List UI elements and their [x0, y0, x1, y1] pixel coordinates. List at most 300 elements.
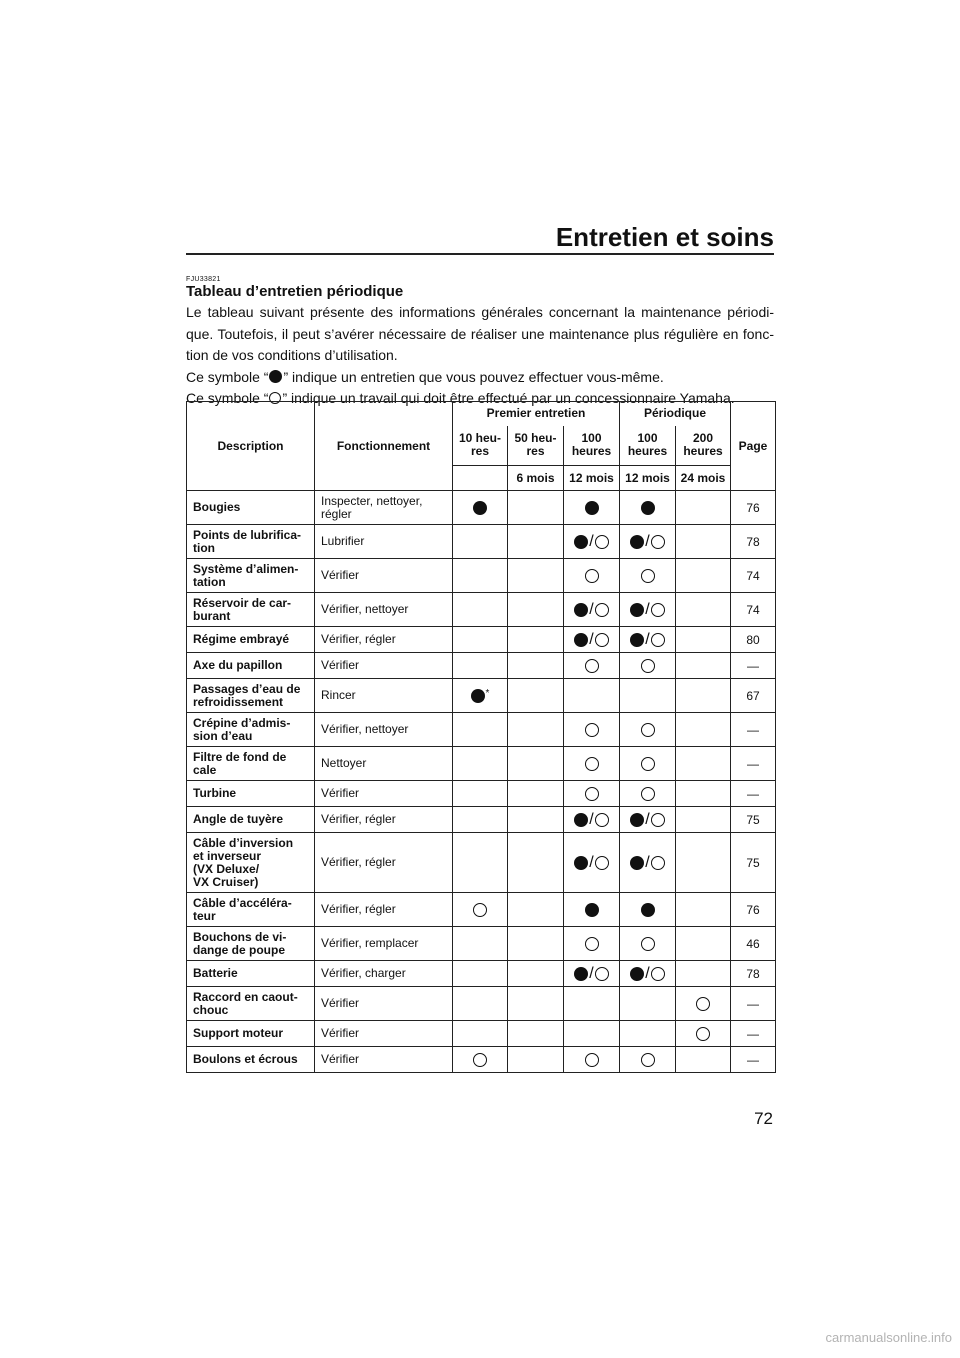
- open-circle-icon: [641, 723, 655, 737]
- schedule-cell: [564, 559, 620, 593]
- row-page: —: [731, 747, 776, 781]
- table-row: [187, 927, 776, 961]
- description-text: Système d’alimen-: [193, 561, 299, 576]
- schedule-cell: [564, 747, 620, 781]
- filled-circle-icon: [630, 856, 644, 870]
- schedule-cell: [453, 987, 508, 1021]
- operation-text: Vérifier, régler: [321, 812, 396, 826]
- schedule-cell: [620, 679, 676, 713]
- schedule-cell: [453, 627, 508, 653]
- description-text: burant: [193, 608, 231, 623]
- open-circle-icon: [696, 997, 710, 1011]
- table-row: [187, 961, 776, 987]
- filled-circle-icon: [574, 535, 588, 549]
- description-text: Boulons et écrous: [193, 1052, 298, 1066]
- open-circle-icon: [651, 603, 665, 617]
- schedule-cell: [453, 927, 508, 961]
- operation-text: Vérifier, régler: [321, 902, 396, 916]
- row-description: [187, 893, 315, 927]
- schedule-cell: [676, 833, 731, 893]
- row-page: —: [731, 653, 776, 679]
- description-text: chouc: [193, 1002, 229, 1017]
- slash-separator: /: [589, 810, 594, 828]
- row-operation: [315, 627, 453, 653]
- header-12-mois: 12 mois: [564, 466, 620, 491]
- filled-circle-icon: [585, 501, 599, 515]
- page-number: 72: [754, 1109, 773, 1128]
- open-circle-icon: [585, 757, 599, 771]
- open-circle-icon: [595, 856, 609, 870]
- legend-text: ” indique un entretien que vous pouvez effectuer vous-même.: [283, 368, 664, 385]
- schedule-cell: [508, 525, 564, 559]
- schedule-cell: [453, 781, 508, 807]
- schedule-cell: [620, 559, 676, 593]
- maintenance-table: [186, 401, 776, 1073]
- row-description: [187, 1021, 315, 1047]
- table-row: [187, 559, 776, 593]
- schedule-cell: [564, 593, 620, 627]
- open-circle-icon: [651, 535, 665, 549]
- schedule-cell: [453, 593, 508, 627]
- schedule-cell: [620, 961, 676, 987]
- description-text: Axe du papillon: [193, 658, 283, 672]
- description-text: refroidissement: [193, 694, 284, 709]
- operation-text: Vérifier: [321, 786, 360, 800]
- header-operation: Fonctionnement: [315, 402, 453, 491]
- schedule-cell: [453, 1047, 508, 1073]
- description-text: Crépine d’admis-: [193, 715, 291, 730]
- row-page: —: [731, 1021, 776, 1047]
- filled-circle-icon: [630, 603, 644, 617]
- open-circle-icon: [585, 659, 599, 673]
- filled-circle-icon: [630, 967, 644, 981]
- slash-separator: /: [589, 600, 594, 618]
- schedule-cell: [508, 679, 564, 713]
- row-page: 74: [731, 593, 776, 627]
- schedule-cell: [453, 653, 508, 679]
- row-operation: [315, 927, 453, 961]
- schedule-cell: [620, 833, 676, 893]
- row-description: [187, 713, 315, 747]
- description-text: Raccord en caout-: [193, 989, 298, 1004]
- operation-text: Vérifier, régler: [321, 855, 396, 869]
- row-operation: [315, 833, 453, 893]
- filled-circle-icon: [630, 633, 644, 647]
- operation-text: Vérifier, régler: [321, 632, 396, 646]
- table-row: [187, 1047, 776, 1073]
- filled-circle-icon: [473, 501, 487, 515]
- row-description: [187, 747, 315, 781]
- schedule-cell: [620, 781, 676, 807]
- schedule-cell: [676, 961, 731, 987]
- schedule-cell: [508, 653, 564, 679]
- table-row: [187, 833, 776, 893]
- slash-separator: /: [645, 630, 650, 648]
- schedule-cell: [564, 713, 620, 747]
- row-page: 74: [731, 559, 776, 593]
- schedule-cell: [676, 893, 731, 927]
- row-operation: [315, 713, 453, 747]
- header-text: 100: [581, 431, 602, 446]
- row-description: [187, 807, 315, 833]
- header-100h-premier: [564, 426, 620, 466]
- slash-separator: /: [645, 600, 650, 618]
- header-description: Description: [187, 402, 315, 491]
- operation-text: Vérifier: [321, 1052, 360, 1066]
- schedule-cell: [676, 593, 731, 627]
- legend-filled: [186, 367, 774, 389]
- schedule-cell: [620, 927, 676, 961]
- description-text: dange de poupe: [193, 942, 286, 957]
- open-circle-icon: [696, 1027, 710, 1041]
- open-circle-icon: [641, 757, 655, 771]
- legend-text: ” indique un travail qui doit être effectué par un concessionnaire Yamaha.: [282, 390, 735, 406]
- header-periodique: Périodique: [620, 402, 731, 426]
- description-text: VX Cruiser): [193, 874, 259, 889]
- schedule-cell: [453, 893, 508, 927]
- table-row: [187, 525, 776, 559]
- schedule-cell: [453, 491, 508, 525]
- row-page: 78: [731, 525, 776, 559]
- schedule-cell: [564, 627, 620, 653]
- schedule-cell: [564, 1047, 620, 1073]
- description-text: Passages d’eau de: [193, 681, 301, 696]
- table-row: [187, 781, 776, 807]
- description-text: Bouchons de vi-: [193, 929, 287, 944]
- intro-paragraph: [186, 302, 774, 410]
- schedule-cell: [508, 491, 564, 525]
- schedule-cell: [453, 833, 508, 893]
- schedule-cell: [564, 807, 620, 833]
- filled-circle-icon: [630, 813, 644, 827]
- open-circle-icon: [641, 569, 655, 583]
- row-page: 75: [731, 807, 776, 833]
- schedule-cell: [620, 893, 676, 927]
- row-operation: [315, 961, 453, 987]
- header-50h: [508, 426, 564, 466]
- row-operation: [315, 559, 453, 593]
- schedule-cell: [620, 491, 676, 525]
- open-circle-icon: [651, 813, 665, 827]
- description-text: Batterie: [193, 966, 238, 980]
- header-text: heures: [683, 444, 723, 459]
- row-operation: [315, 525, 453, 559]
- operation-text: Rincer: [321, 688, 356, 702]
- schedule-cell: [676, 781, 731, 807]
- slash-separator: /: [589, 630, 594, 648]
- open-circle-icon: [641, 1053, 655, 1067]
- schedule-cell: [620, 1021, 676, 1047]
- schedule-cell: [453, 679, 508, 713]
- row-page: 76: [731, 491, 776, 525]
- row-description: [187, 593, 315, 627]
- schedule-cell: [508, 987, 564, 1021]
- row-page: 46: [731, 927, 776, 961]
- schedule-cell: [676, 653, 731, 679]
- table-row: [187, 491, 776, 525]
- header-12-mois: 12 mois: [620, 466, 676, 491]
- legend-text: Ce symbole “: [186, 390, 269, 406]
- row-description: [187, 559, 315, 593]
- open-circle-icon: [641, 659, 655, 673]
- schedule-cell: [508, 927, 564, 961]
- open-circle-icon: [641, 937, 655, 951]
- operation-text: Vérifier: [321, 1026, 360, 1040]
- intro-line: tion de vos conditions d’utilisation.: [186, 347, 398, 363]
- schedule-cell: [453, 559, 508, 593]
- table-row: [187, 987, 776, 1021]
- row-page: —: [731, 781, 776, 807]
- header-page: Page: [731, 402, 776, 491]
- schedule-cell: [620, 653, 676, 679]
- table-row: [187, 653, 776, 679]
- open-circle-icon: [651, 856, 665, 870]
- row-description: [187, 627, 315, 653]
- row-description: [187, 491, 315, 525]
- row-page: 78: [731, 961, 776, 987]
- open-circle-icon: [585, 1053, 599, 1067]
- schedule-cell: [676, 559, 731, 593]
- schedule-cell: [453, 713, 508, 747]
- header-100h-periodique: [620, 426, 676, 466]
- row-operation: [315, 593, 453, 627]
- row-description: [187, 781, 315, 807]
- schedule-cell: [676, 627, 731, 653]
- open-circle-icon: [595, 633, 609, 647]
- open-circle-icon: [595, 967, 609, 981]
- legend-text: Ce symbole “: [186, 368, 269, 385]
- row-operation: [315, 807, 453, 833]
- header-text: 10 heu-: [458, 431, 501, 446]
- row-operation: [315, 491, 453, 525]
- description-text: tation: [193, 574, 226, 589]
- open-circle-icon: [585, 569, 599, 583]
- slash-separator: /: [645, 532, 650, 550]
- header-text: heures: [571, 444, 612, 459]
- row-operation: [315, 781, 453, 807]
- table-row: [187, 747, 776, 781]
- operation-text: Vérifier: [321, 568, 360, 582]
- row-page: —: [731, 987, 776, 1021]
- operation-text: Vérifier, remplacer: [321, 936, 419, 950]
- filled-circle-icon: [574, 633, 588, 647]
- header-text: 200: [692, 431, 714, 446]
- schedule-cell: [508, 961, 564, 987]
- description-text: Support moteur: [193, 1026, 283, 1040]
- slash-separator: /: [589, 853, 594, 871]
- slash-separator: /: [589, 964, 594, 982]
- table-row: [187, 713, 776, 747]
- asterisk-note: *: [485, 687, 490, 699]
- row-page: 67: [731, 679, 776, 713]
- row-page: 80: [731, 627, 776, 653]
- open-circle-icon: [473, 1053, 487, 1067]
- schedule-cell: [508, 781, 564, 807]
- header-6-mois: 6 mois: [508, 466, 564, 491]
- schedule-cell: [676, 1047, 731, 1073]
- schedule-cell: [564, 961, 620, 987]
- operation-text: Lubrifier: [321, 534, 365, 548]
- schedule-cell: [676, 987, 731, 1021]
- schedule-cell: [564, 679, 620, 713]
- filled-circle-icon: [574, 967, 588, 981]
- table-row: [187, 679, 776, 713]
- open-circle-icon: [641, 787, 655, 801]
- filled-circle-icon: [574, 813, 588, 827]
- schedule-cell: [508, 833, 564, 893]
- filled-circle-icon: [269, 370, 282, 383]
- schedule-cell: [508, 559, 564, 593]
- description-text: Angle de tuyère: [193, 812, 284, 826]
- schedule-cell: [564, 525, 620, 559]
- description-text: Câble d’accéléra-: [193, 895, 292, 910]
- filled-circle-icon: [641, 903, 655, 917]
- schedule-cell: [508, 627, 564, 653]
- schedule-cell: [564, 1021, 620, 1047]
- schedule-cell: [508, 1047, 564, 1073]
- filled-circle-icon: [574, 856, 588, 870]
- header-text: res: [526, 444, 545, 459]
- schedule-cell: [620, 1047, 676, 1073]
- schedule-cell: [508, 807, 564, 833]
- schedule-cell: [620, 713, 676, 747]
- row-operation: [315, 653, 453, 679]
- row-description: [187, 653, 315, 679]
- header-200h: [676, 426, 731, 466]
- operation-text: régler: [321, 506, 352, 521]
- row-description: [187, 987, 315, 1021]
- filled-circle-icon: [471, 689, 485, 703]
- table-row: [187, 593, 776, 627]
- schedule-cell: [508, 593, 564, 627]
- slash-separator: /: [589, 532, 594, 550]
- open-circle-icon: [585, 787, 599, 801]
- schedule-cell: [564, 987, 620, 1021]
- title-rule: [186, 253, 774, 255]
- schedule-cell: [676, 713, 731, 747]
- operation-text: Vérifier: [321, 658, 360, 672]
- schedule-cell: [564, 833, 620, 893]
- row-description: [187, 927, 315, 961]
- row-description: [187, 1047, 315, 1073]
- header-10h: [453, 426, 508, 466]
- row-operation: [315, 987, 453, 1021]
- row-operation: [315, 1047, 453, 1073]
- header-text: 50 heu-: [514, 431, 557, 446]
- intro-line: que. Toutefois, il peut s’avérer nécessaire de réaliser une maintenance plus régulière en fonc-: [186, 325, 774, 342]
- open-circle-icon: [651, 633, 665, 647]
- intro-line: Le tableau suivant présente des informations générales concernant la maintenance périodi-: [186, 304, 774, 320]
- schedule-cell: [676, 927, 731, 961]
- description-text: Turbine: [193, 786, 237, 800]
- description-text: sion d’eau: [193, 728, 253, 743]
- operation-text: Vérifier, charger: [321, 966, 406, 980]
- description-text: cale: [193, 762, 217, 777]
- description-text: teur: [193, 908, 216, 923]
- schedule-cell: [676, 491, 731, 525]
- schedule-cell: [564, 781, 620, 807]
- open-circle-icon: [585, 723, 599, 737]
- table-row: [187, 1021, 776, 1047]
- header-blank: [453, 466, 508, 491]
- operation-text: Nettoyer: [321, 756, 367, 770]
- schedule-cell: [620, 627, 676, 653]
- row-page: 75: [731, 833, 776, 893]
- schedule-cell: [453, 1021, 508, 1047]
- schedule-cell: [564, 653, 620, 679]
- header-premier-entretien: Premier entretien: [453, 402, 620, 426]
- schedule-cell: [564, 927, 620, 961]
- row-description: [187, 679, 315, 713]
- open-circle-icon: [473, 903, 487, 917]
- schedule-cell: [564, 893, 620, 927]
- schedule-cell: [620, 807, 676, 833]
- description-text: Filtre de fond de: [193, 749, 287, 764]
- description-text: Régime embrayé: [193, 632, 290, 646]
- schedule-cell: [676, 679, 731, 713]
- description-text: Points de lubrifica-: [193, 527, 302, 542]
- operation-text: Vérifier: [321, 996, 360, 1010]
- row-operation: [315, 747, 453, 781]
- row-description: [187, 961, 315, 987]
- open-circle-icon: [595, 813, 609, 827]
- open-circle-icon: [595, 535, 609, 549]
- row-page: —: [731, 1047, 776, 1073]
- table-row: [187, 893, 776, 927]
- section-heading: Tableau d’entretien périodique: [186, 283, 404, 300]
- header-text: res: [470, 444, 490, 459]
- schedule-cell: [620, 593, 676, 627]
- schedule-cell: [453, 961, 508, 987]
- schedule-cell: [508, 747, 564, 781]
- watermark: carmanualsonline.info: [825, 1330, 952, 1345]
- operation-text: Inspecter, nettoyer,: [321, 493, 423, 508]
- header-24-mois: 24 mois: [676, 466, 731, 491]
- description-text: (VX Deluxe/: [193, 861, 260, 876]
- row-page: —: [731, 713, 776, 747]
- row-description: [187, 833, 315, 893]
- slash-separator: /: [645, 853, 650, 871]
- open-circle-icon: [651, 967, 665, 981]
- description-text: Bougies: [193, 500, 241, 514]
- schedule-cell: [453, 525, 508, 559]
- description-text: et inverseur: [193, 848, 262, 863]
- schedule-cell: [453, 747, 508, 781]
- description-text: Câble d’inversion: [193, 835, 294, 850]
- filled-circle-icon: [630, 535, 644, 549]
- slash-separator: /: [645, 810, 650, 828]
- schedule-cell: [508, 713, 564, 747]
- row-operation: [315, 679, 453, 713]
- schedule-cell: [564, 491, 620, 525]
- schedule-cell: [620, 525, 676, 559]
- filled-circle-icon: [574, 603, 588, 617]
- operation-text: Vérifier, nettoyer: [321, 602, 409, 616]
- maintenance-table-body: [187, 491, 776, 1073]
- schedule-cell: [676, 525, 731, 559]
- operation-text: Vérifier, nettoyer: [321, 722, 409, 736]
- header-text: heures: [627, 444, 668, 459]
- open-circle-icon: [595, 603, 609, 617]
- row-page: 76: [731, 893, 776, 927]
- schedule-cell: [620, 747, 676, 781]
- section-code: FJU33821: [186, 276, 221, 283]
- schedule-cell: [620, 987, 676, 1021]
- table-row: [187, 807, 776, 833]
- row-description: [187, 525, 315, 559]
- header-text: 100: [637, 431, 658, 446]
- schedule-cell: [453, 807, 508, 833]
